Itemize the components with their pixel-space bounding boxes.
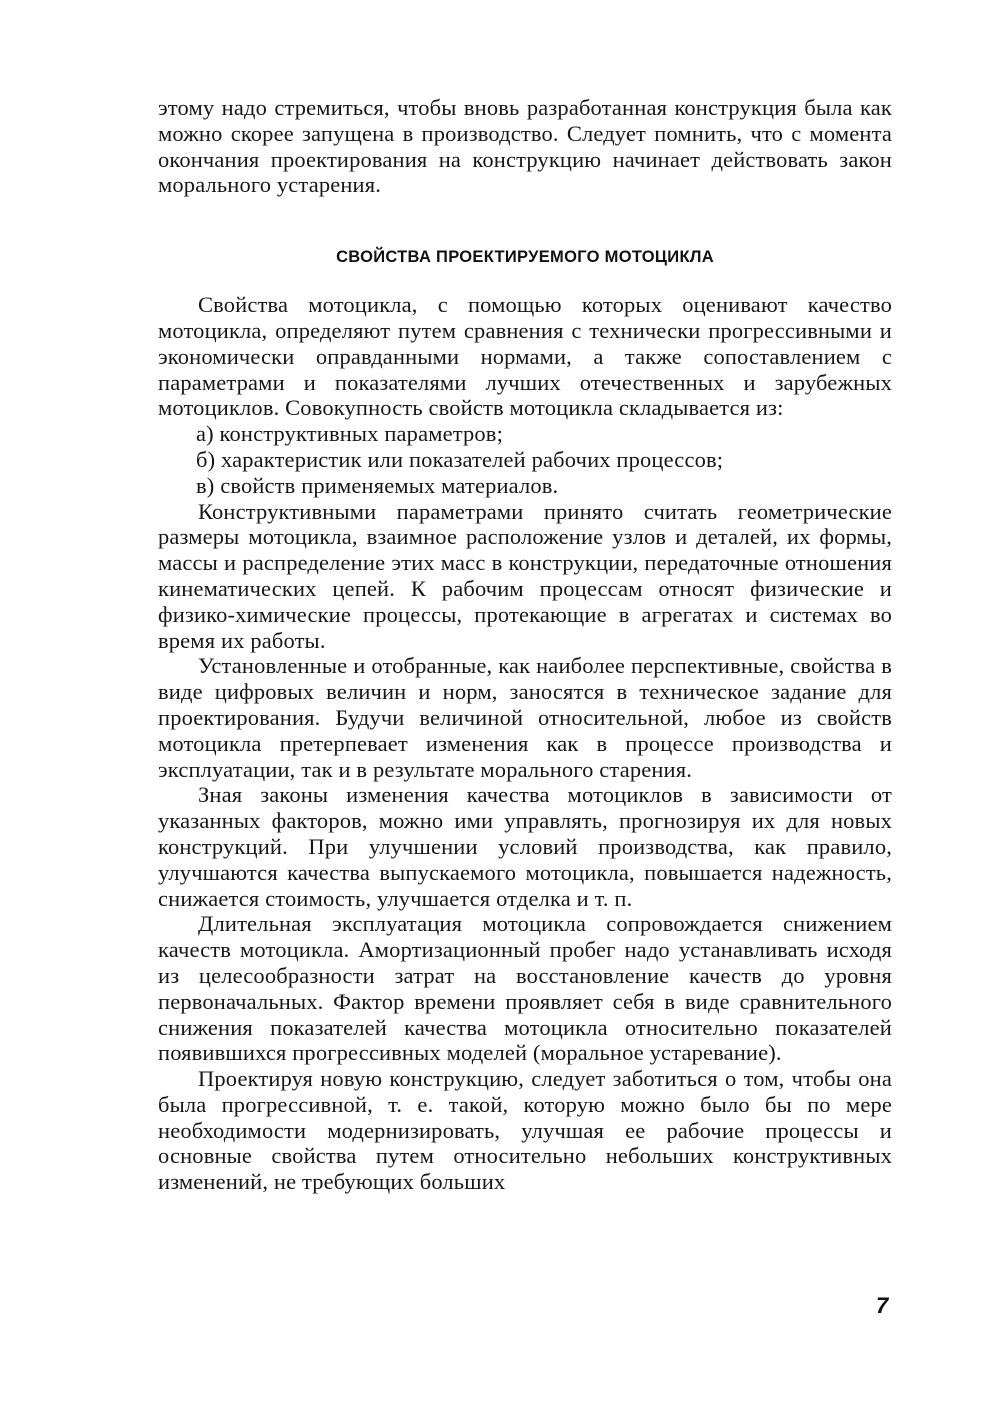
intro-paragraph: этому надо стремиться, чтобы вновь разработанная конструкция была как можно скорее запущена в производство. Следует помнить, что с момента окончания проектирования на конструкцию начинает действовать закон морального устарения. [158,95,892,198]
section-heading: СВОЙСТВА ПРОЕКТИРУЕМОГО МОТОЦИКЛА [336,248,714,267]
page-number: 7 [876,1293,889,1318]
list-item: б) характеристик или показателей рабочих процессов; [196,446,724,472]
paragraph-technical-task: Установленные и отобранные, как наиболее перспективные, свойства в виде цифровых величин и норм, заносятся в техническое задание для проектирования. Будучи величиной относительной, любое из свойств мотоцикла претерпевает изменения как в процессе производства и эксплуатации, так и в результате морального старения. [158,653,892,782]
properties-list [158,421,892,498]
paragraph-properties: Свойства мотоцикла, с помощью которых оценивают качество мотоцикла, определяют путем сравнения с технически прогрессивными и экономически оправданными нормами, а также сопоставлением с параметрами и показателями лучших отечественных и зарубежных мотоциклов. Совокупность свойств мотоцикла складывается из: [158,292,892,421]
paragraph-exploitation: Длительная эксплуатация мотоцикла сопровождается снижением качеств мотоцикла. Амортизационный пробег надо устанавливать исходя из целесообразности затрат на восстановление качеств до уровня первоначальных. Фактор времени проявляет себя в виде сравнительного снижения показателей качества мотоцикла относительно показателей появившихся прогрессивных моделей (моральное устаревание). [158,911,892,1066]
paragraph-design-parameters: Конструктивными параметрами принято считать геометрические размеры мотоцикла, взаимное расположение узлов и деталей, их формы, массы и распределение этих масс в конструкции, передаточные отношения кинематических цепей. К рабочим процессам относят физические и физико-химические процессы, протекающие в агрегатах и системах во время их работы. [158,498,892,653]
list-item: а) конструктивных параметров; [196,421,503,447]
page-content [158,95,892,1195]
paragraph-quality-laws: Зная законы изменения качества мотоциклов в зависимости от указанных факторов, можно ими управлять, прогнозируя их для новых конструкций. При улучшении условий производства, как правило, улучшаются качества выпускаемого мотоцикла, повышается надежность, снижается стоимость, улучшается отделка и т. п. [158,782,892,911]
paragraph-new-design: Проектируя новую конструкцию, следует заботиться о том, чтобы она была прогрессивной, т. е. такой, которую можно было бы по мере необходимости модернизировать, улучшая ее рабочие процессы и основные свойства путем относительно небольших конструктивных изменений, не требующих больших [158,1066,892,1195]
list-item: в) свойств применяемых материалов. [196,472,559,498]
